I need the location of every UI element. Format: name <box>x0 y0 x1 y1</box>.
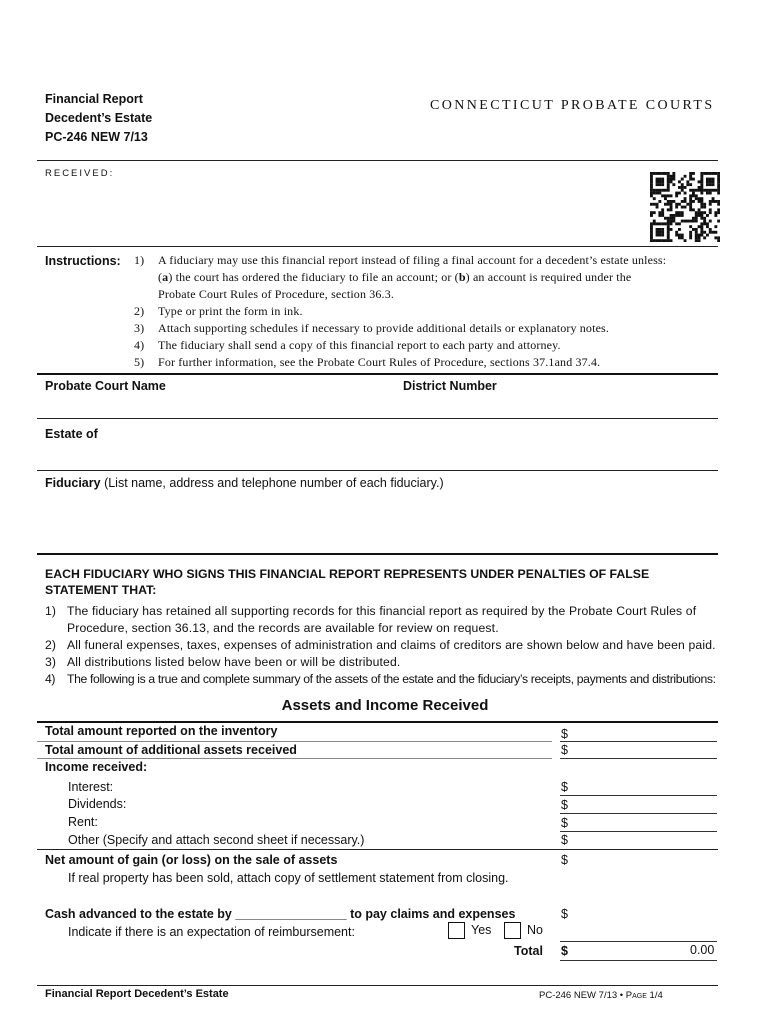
cash-advanced-label: Cash advanced to the estate by ________________ to pay claims and expenses <box>45 907 516 921</box>
total-inventory-label: Total amount reported on the inventory <box>45 724 278 738</box>
no-option[interactable]: No <box>504 922 543 939</box>
cash-advanced-blank[interactable]: ________________ <box>235 907 347 921</box>
statement-list <box>45 603 745 688</box>
estate-of-label: Estate of <box>45 427 98 441</box>
interest-currency: $ <box>561 780 568 794</box>
total-additional-currency: $ <box>561 743 568 757</box>
form-number: PC-246 NEW 7/13 <box>45 130 148 144</box>
interest-label: Interest: <box>68 780 114 794</box>
yes-checkbox[interactable] <box>448 922 465 939</box>
statement-item: 2) All funeral expenses, taxes, expenses of administration and claims of creditors are shown below and have been paid. <box>45 638 716 652</box>
reimbursement-note: Indicate if there is an expectation of reimbursement: <box>68 925 355 939</box>
instruction-item: 4) The fiduciary shall send a copy of this financial report to each party and attorney. <box>134 338 561 352</box>
total-label: Total <box>514 944 543 958</box>
instruction-item: (a) the court has ordered the fiduciary to file an account; or (b) an account is required under the <box>158 270 632 284</box>
rent-currency: $ <box>561 816 568 830</box>
dividends-currency: $ <box>561 798 568 812</box>
rent-label: Rent: <box>68 815 98 829</box>
assets-title: Assets and Income Received <box>281 697 489 714</box>
cash-advanced-currency: $ <box>561 907 568 921</box>
real-property-note: If real property has been sold, attach copy of settlement statement from closing. <box>68 871 509 885</box>
statement-item: 1) The fiduciary has retained all supporting records for this financial report as required by the Probate Court Rules of <box>45 604 697 618</box>
statement-item: Procedure, section 36.13, and the records are available for review on request. <box>67 621 499 635</box>
income-received-label: Income received: <box>45 760 148 774</box>
instruction-item: 2) Type or print the form in ink. <box>134 304 303 318</box>
other-income-label: Other (Specify and attach second sheet if necessary.) <box>68 833 365 847</box>
total-value: 0.00 <box>690 943 715 957</box>
instructions-list <box>134 252 724 371</box>
yes-option[interactable]: Yes <box>448 922 491 939</box>
form-title: Financial Report <box>45 92 143 106</box>
footer-title: Financial Report Decedent’s Estate <box>45 988 229 1000</box>
statement-item: 3) All distributions listed below have been or will be distributed. <box>45 655 401 669</box>
instruction-item: 3) Attach supporting schedules if necessary to provide additional details or explanatory notes. <box>134 321 610 335</box>
no-checkbox[interactable] <box>504 922 521 939</box>
net-gain-currency: $ <box>561 853 568 867</box>
other-income-currency: $ <box>561 833 568 847</box>
district-number-label: District Number <box>403 379 497 393</box>
instruction-item: Probate Court Rules of Procedure, section 36.3. <box>158 287 395 301</box>
dividends-label: Dividends: <box>68 797 127 811</box>
qr-code <box>650 172 720 242</box>
fiduciary-label: Fiduciary (List name, address and telephone number of each fiduciary.) <box>45 476 444 490</box>
received-label: RECEIVED: <box>45 168 115 179</box>
total-additional-label: Total amount of additional assets received <box>45 743 297 757</box>
footer-page: PC-246 NEW 7/13 • Page 1/4 <box>539 990 663 1001</box>
instruction-item: 1) A fiduciary may use this financial report instead of filing a final account for a decedent’s estate unless: <box>134 253 667 267</box>
instruction-item: 5) For further information, see the Probate Court Rules of Procedure, sections 37.1and 37.4. <box>134 355 601 369</box>
court-heading: CONNECTICUT PROBATE COURTS <box>430 98 715 113</box>
net-gain-label: Net amount of gain (or loss) on the sale of assets <box>45 853 338 867</box>
total-inventory-currency: $ <box>561 727 568 741</box>
statement-item: 4) The following is a true and complete summary of the assets of the estate and the fiduciary’s receipts, payments and distributions: <box>45 672 716 686</box>
statement-heading: EACH FIDUCIARY WHO SIGNS THIS FINANCIAL REPORT REPRESENTS UNDER PENALTIES OF FALSE STATEMENT THAT: <box>45 567 650 597</box>
total-currency: $ <box>561 944 568 958</box>
form-subtitle: Decedent’s Estate <box>45 111 153 125</box>
instructions-label: Instructions: <box>45 254 121 268</box>
probate-court-name-label: Probate Court Name <box>45 379 166 393</box>
